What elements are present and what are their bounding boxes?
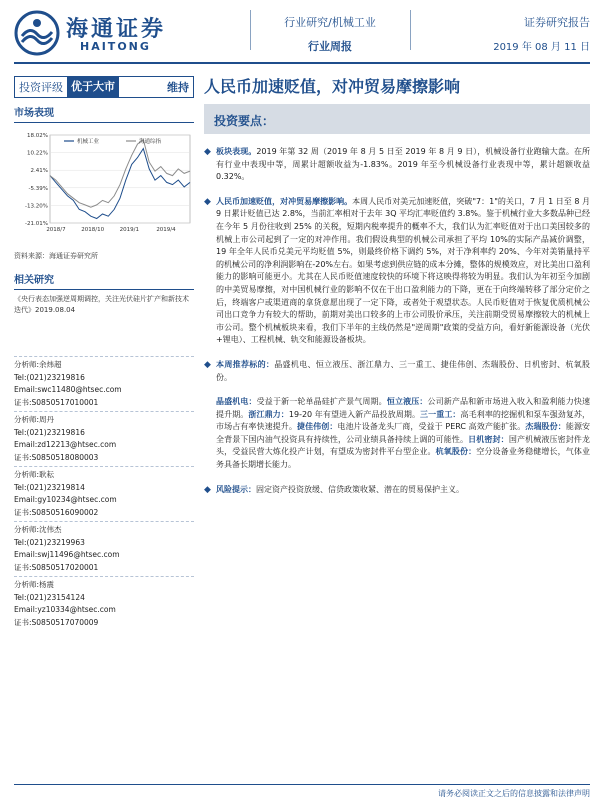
stock-name-label: 捷佳伟创： <box>296 422 338 432</box>
analyst-card <box>14 521 194 574</box>
analyst-card <box>14 466 194 519</box>
analyst-cert: 证书:S0850517070009 <box>14 617 99 627</box>
x-tick-label: 2019/4 <box>156 227 176 233</box>
analyst-cert: 证书:S0850517010001 <box>14 397 99 407</box>
point-text: 固定资产投资放缓、信贷政策收紧、潜在的贸易保护主义。 <box>256 484 464 494</box>
logo-english-name: HAITONG <box>80 40 151 53</box>
analyst-card <box>14 411 194 464</box>
page-title: 人民币加速贬值，对冲贸易摩擦影响 <box>204 77 461 96</box>
bullet-icon: ◆ <box>204 196 211 207</box>
analyst-cert: 证书:S0850517020001 <box>14 562 99 572</box>
header-divider <box>250 10 251 50</box>
y-tick-label: 18.02% <box>27 133 48 139</box>
analyst-name: 分析师:周丹 <box>14 415 55 424</box>
analyst-list <box>14 356 194 629</box>
analyst-tel: Tel:(021)23219816 <box>14 372 85 382</box>
footer-rule <box>14 784 590 785</box>
rating-value: 优于大市 <box>67 77 119 97</box>
haitong-logo-icon <box>14 10 60 56</box>
bullet-icon: ◆ <box>204 359 211 370</box>
y-tick-label: 2.41% <box>30 168 48 175</box>
stock-name-label: 杭氧股份： <box>435 447 477 457</box>
stock-name-label: 杰瑞股份： <box>525 422 566 432</box>
y-tick-label: -21.01% <box>25 221 48 227</box>
stock-name-label: 晶盛机电： <box>216 397 257 407</box>
analyst-name: 分析师:余炜超 <box>14 360 62 369</box>
analyst-tel: Tel:(021)23219963 <box>14 537 85 547</box>
analyst-cert: 证书:S0850518080003 <box>14 452 99 462</box>
stock-name-label: 日机密封： <box>468 434 509 444</box>
stock-name-label: 三一重工： <box>420 409 461 419</box>
point-label: 板块表现。 <box>216 147 257 156</box>
key-point-rmb-depreciation <box>204 196 590 347</box>
analyst-name: 分析师:沈伟杰 <box>14 525 62 534</box>
main-content <box>204 104 590 496</box>
point-label: 人民币加速贬值，对冲贸易摩擦影响。 <box>216 196 353 206</box>
analyst-email[interactable]: Email:zd12213@htsec.com <box>14 440 117 449</box>
analyst-card <box>14 356 194 409</box>
key-points-heading: 投资要点： <box>204 104 590 134</box>
related-research-heading: 相关研究 <box>14 271 194 290</box>
doc-type: 证券研究报告 <box>524 16 590 29</box>
legend-label: 海通综指 <box>139 139 162 145</box>
y-tick-label: 10.22% <box>27 150 48 157</box>
key-point-recommendations <box>204 359 590 384</box>
analyst-card <box>14 576 194 629</box>
point-text: 2019 年第 32 周（2019 年 8 月 5 日至 2019 年 8 月 9 日），机械设备行业跑输大盘。在所有行业中表现中等，周累计超额收益为-1.83%。2019 年至今机械设备行业表现中等，累计超额收益 0.32%。 <box>216 147 591 182</box>
y-tick-label: -13.20% <box>25 203 48 210</box>
report-category: 行业研究/机械工业 <box>284 16 376 29</box>
header-rule <box>14 62 590 64</box>
chart-source: 资料来源：海通证券研究所 <box>14 252 98 260</box>
point-label: 本周推荐标的： <box>216 359 275 369</box>
analyst-tel: Tel:(021)23219816 <box>14 427 85 437</box>
analyst-tel: Tel:(021)23219814 <box>14 482 85 492</box>
stock-name-label: 恒立液压： <box>386 397 428 407</box>
rating-label: 投资评级 <box>19 81 63 94</box>
related-research <box>14 271 194 316</box>
analyst-cert: 证书:S0850516090002 <box>14 507 99 517</box>
point-label: 风险提示： <box>216 484 256 494</box>
analyst-tel: Tel:(021)23154124 <box>14 592 85 602</box>
logo-chinese-name: 海通证券 <box>66 16 167 42</box>
analyst-name: 分析师:耿耘 <box>14 470 55 479</box>
market-performance-chart <box>14 127 194 245</box>
analyst-name: 分析师:杨震 <box>14 580 55 589</box>
y-tick-label: -5.39% <box>28 185 48 192</box>
performance-line-chart <box>14 127 194 245</box>
stock-name-label: 浙江鼎力： <box>248 409 289 419</box>
analyst-email[interactable]: Email:yz10334@htsec.com <box>14 605 116 614</box>
sidebar <box>14 104 194 629</box>
investment-rating <box>14 76 194 98</box>
header-divider <box>410 10 411 50</box>
legend-label: 机械工业 <box>77 139 100 145</box>
haitong-logo <box>14 10 234 56</box>
footer-disclaimer: 请务必阅读正文之后的信息披露和法律声明 <box>438 789 590 798</box>
report-date: 2019 年 08 月 11 日 <box>493 42 590 53</box>
report-type: 行业周报 <box>308 40 352 53</box>
analyst-email[interactable]: Email:swj11496@htsec.com <box>14 550 120 559</box>
point-text: 晶盛机电、恒立液压、浙江鼎力、三一重工、捷佳伟创、杰瑞股份、日机密封、杭氧股份。 <box>216 359 591 382</box>
x-tick-label: 2019/1 <box>119 227 140 233</box>
bullet-icon: ◆ <box>204 147 211 157</box>
market-performance-heading: 市场表现 <box>14 104 194 123</box>
key-point-stock-details <box>204 396 590 472</box>
key-point-risk <box>204 484 590 497</box>
bullet-icon: ◆ <box>204 484 211 495</box>
analyst-email[interactable]: Email:swc11480@htsec.com <box>14 385 122 394</box>
stock-details-text: 晶盛机电：受益于新一轮单晶硅扩产景气周期。恒立液压：公司新产品和新市场进入收入和盈利能力快速提升期。浙江鼎力：19-20 年有望进入新产品投放周期。三一重工：高毛利率的挖掘机和泵车强劲复苏，市场占有率快速提升。捷佳伟创：电池片设备龙头厂商，受益于 PERC 高效产能扩张。杰瑞股份：能源安全背景下国内油气投资具有持续性，公司业绩具备持续上调的可能性。日机密封：国产机械液压密封件龙头，受益民营大炼化投产计划，有望成为密封件平台型企业。杭氧股份：空分设备业务稳健增长，气体业务具备长期增长能力。 <box>216 397 591 470</box>
x-tick-label: 2018/7 <box>46 227 66 233</box>
point-text: 本周人民币对美元加速贬值，突破"7：1"的关口，7 月 1 日至 8 月 9 日累计贬值已达 2.8%，当前汇率相对于去年 3Q 平均汇率贬值约 3.8%。鉴于机械行业大多数品种已经在今年 5 月份往收到 25% 的关税，短期内税率提升的概率不大，我们认为汇率贬值对于出口美国较多的机械上市公司起到了一定的对冲作用。我们假设典型的机械公司承担了平均 10%的实际产品减价调整，19 年全年人民币兑美元平均贬值 5%，则最终价格下调约 5%，对于净利率约 20%、今年对美销量持平的机械公司的净利润影响在-20%左右。如果考虑到供应链的成本分摊，整体的规模效应，对比美出口盈利能力的影响可能更小。尤其在人民币贬值速度较快的环境下将这映得将较为明显。我们认为年初至今加剧的中美贸易摩擦，对中国机械行业的影响不仅在于出口盈利能力的下降，更在于向终端转移了部分定价之后，终端客户或渠道商的拿货意愿出现了一定下降，或者处于观望状态。人民币贬值对于恢复优质机械公司出口竞争力有较大的帮助，前期对美出口较多的上市公司股价承压，关注前期受贸易摩擦较大的机械上市公司。整个机械板块来看，我们下半年的主线仍然是"逆周期"政策的受益方向，看好新能源设备（光伏+锂电）、工程机械、轨交和能源设备板块。 <box>216 196 590 345</box>
key-point-sector-performance <box>204 146 590 184</box>
x-tick-label: 2018/10 <box>81 227 105 233</box>
report-header <box>0 0 600 72</box>
analyst-email[interactable]: Email:gy10234@htsec.com <box>14 495 117 504</box>
rating-change: 维持 <box>167 81 189 94</box>
related-research-link[interactable]: 《央行表态加强逆周期调控，关注光伏硅片扩产和新技术迭代》2019.08.04 <box>14 295 189 314</box>
plot-frame <box>50 135 190 223</box>
